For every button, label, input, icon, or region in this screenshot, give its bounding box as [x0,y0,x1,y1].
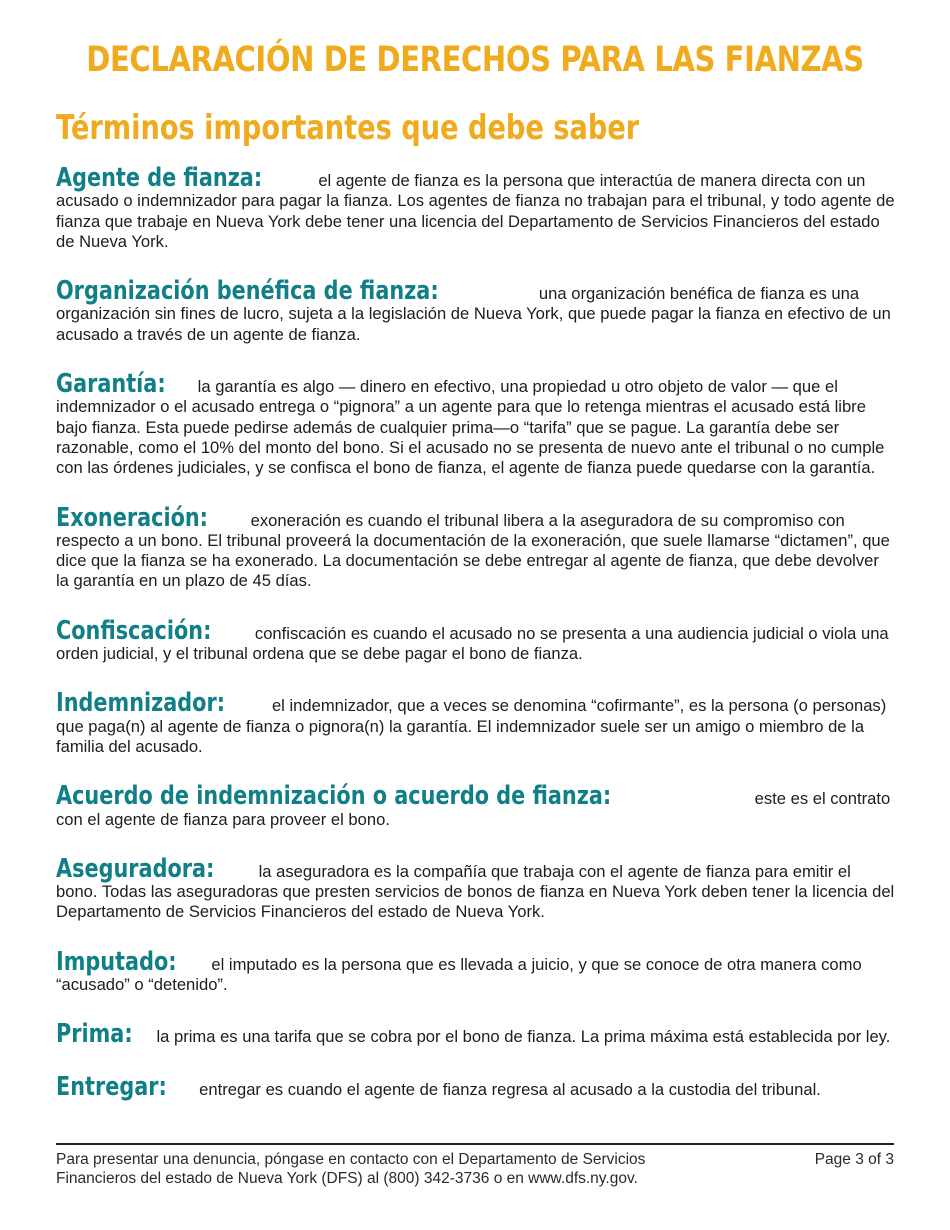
term-definition: la garantía es algo — dinero en efectivo, una propiedad u otro objeto de valor — que el indemnizador o el acusado entrega o “pignora” a un agente para que lo retenga mientras el acusado está libre bajo fianza. Esta puede pedirse además de cualquier prima—o “tarifa” que se pague. La garantía debe ser razonable, como el 10% del monto del bono. Si el acusado no se presenta de nuevo ante el tribunal o no cumple con las órdenes judiciales, y se confisca el bono de fianza, el agente de fianza puede quedarse con la garantía. [56,377,885,478]
term-name: Acuerdo de indemnización o acuerdo de fianza: [56,781,612,812]
document-title: DECLARACIÓN DE DERECHOS PARA LAS FIANZAS [86,40,864,80]
term-definition: el imputado es la persona que es llevada a juicio, y que se conoce de otra manera como “acusado” o “detenido”. [56,954,862,995]
glossary-entry [56,853,896,923]
section-heading: Términos importantes que debe saber [56,108,640,148]
glossary-entry [56,946,896,996]
term-name: Prima: [56,1019,133,1050]
term-name: Confiscación: [56,615,212,646]
glossary-entry [56,781,896,830]
term-name: Garantía: [56,369,166,400]
term-name: Indemnizador: [56,688,226,719]
term-definition: el indemnizador, que a veces se denomina “cofirmante”, es la persona (o personas) que paga(n) al agente de fianza o pignora(n) la garantía. El indemnizador suele ser un amigo o miembro de la familia del acusado. [56,696,887,756]
glossary-entry [56,163,896,252]
term-definition: confiscación es cuando el acusado no se presenta a una audiencia judicial o viola una orden judicial, y el tribunal ordena que se debe pagar el bono de fianza. [56,623,889,664]
glossary-entry [56,1071,896,1102]
term-definition: una organización benéfica de fianza es una organización sin fines de lucro, sujeta a la legislación de Nueva York, que puede pagar la fianza en efectivo de un acusado a través de un agente de fianza. [56,284,891,344]
term-name: Exoneración: [56,502,208,533]
glossary-entry [56,1019,896,1050]
term-definition: entregar es cuando el agente de fianza regresa al acusado a la custodia del tribunal. [199,1079,821,1099]
term-name: Aseguradora: [56,853,215,884]
term-name: Entregar: [56,1071,167,1102]
glossary [56,163,896,1129]
glossary-entry [56,502,896,592]
term-definition: exoneración es cuando el tribunal libera a la aseguradora de su compromiso con respecto a un bono. El tribunal proveerá la documentación de la exoneración, que suele llamarse “dictamen”, que dice que la fianza se ha exonerado. La documentación se debe entregar al agente de fianza, que debe devolver la garantía en un plazo de 45 días. [56,510,890,591]
term-name: Organización benéfica de fianza: [56,276,439,307]
term-name: Agente de fianza: [56,163,263,193]
term-definition: la aseguradora es la compañía que trabaja con el agente de fianza para emitir el bono. Todas las aseguradoras que presten servicios de bonos de fianza en Nueva York deben tener la licencia del Departamento de Servicios Financieros del estado de Nueva York. [56,861,895,922]
term-definition: el agente de fianza es la persona que interactúa de manera directa con un acusado o indemnizador para pagar la fianza. Los agentes de fianza no trabajan para el tribunal, y todo agente de fianza que trabaje en Nueva York debe tener una licencia del Departamento de Servicios Financieros del estado de Nueva York. [56,171,895,251]
glossary-entry [56,276,896,345]
glossary-entry [56,688,896,757]
term-name: Imputado: [56,946,177,977]
footer-divider [56,1143,894,1145]
footer-contact-text: Para presentar una denuncia, póngase en contacto con el Departamento de Servicios Financieros del estado de Nueva York (DFS) al (800) 342-3736 o en www.dfs.ny.gov. [56,1151,646,1187]
glossary-entry [56,615,896,665]
term-definition: este es el contrato con el agente de fianza para proveer el bono. [56,789,891,829]
term-definition: la prima es una tarifa que se cobra por el bono de fianza. La prima máxima está establecida por ley. [156,1027,891,1047]
page-number: Page 3 of 3 [814,1151,894,1168]
glossary-entry [56,369,896,478]
